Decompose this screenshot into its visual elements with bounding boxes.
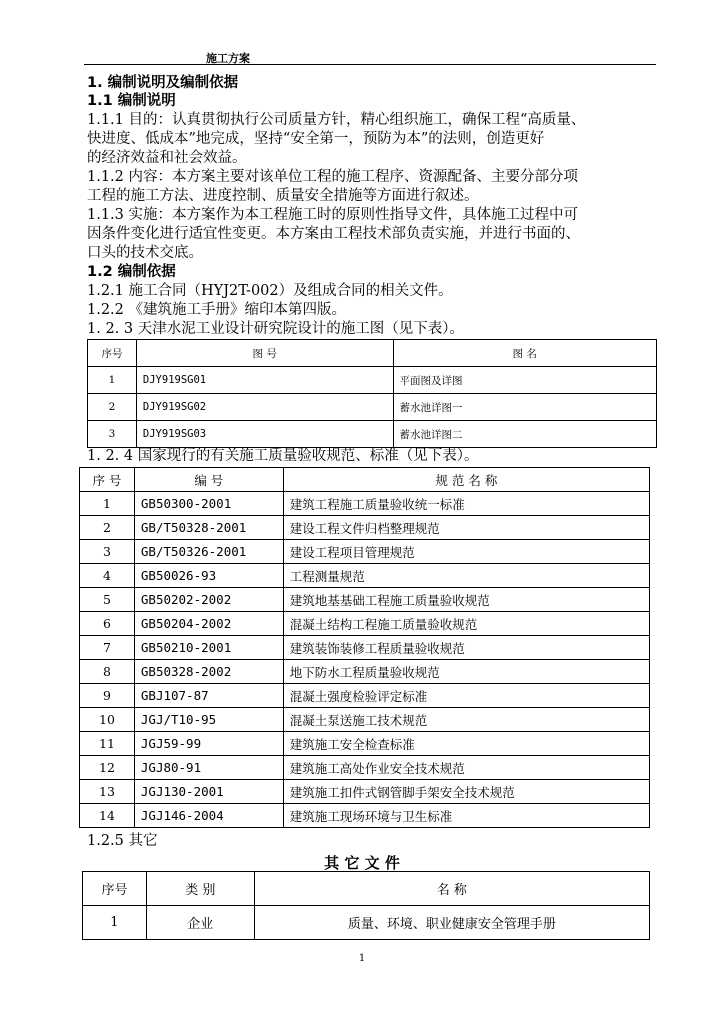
cell: 3 xyxy=(88,421,137,448)
body-line: 1.1.1 目的：认真贯彻执行公司质量方针，精心组织施工，确保工程“高质量、 xyxy=(87,112,586,128)
cell: GB50300-2001 xyxy=(134,492,283,516)
table-row xyxy=(88,394,657,421)
cell: GB/T50326-2001 xyxy=(134,540,283,564)
table-header-row xyxy=(88,340,657,367)
cell: 8 xyxy=(80,660,135,684)
cell: 4 xyxy=(80,564,135,588)
cell: 1 xyxy=(83,906,147,940)
body-line: 1.1.3 实施：本方案作为本工程施工时的原则性指导文件，具体施工过程中可 xyxy=(87,207,579,223)
cell: 建筑施工高处作业安全技术规范 xyxy=(283,756,649,780)
drawings-table xyxy=(87,339,657,448)
section-1-2-heading: 1.2 编制依据 xyxy=(87,264,176,280)
cell: 12 xyxy=(80,756,135,780)
cell: 地下防水工程质量验收规范 xyxy=(283,660,649,684)
page-number: 1 xyxy=(358,953,366,964)
table-header-row xyxy=(80,468,650,492)
cell: 6 xyxy=(80,612,135,636)
cell: 企业 xyxy=(146,906,254,940)
other-intro: 1.2.5 其它 xyxy=(87,833,158,849)
cell: 7 xyxy=(80,636,135,660)
cell: 1 xyxy=(88,367,137,394)
header-cell: 图 名 xyxy=(393,340,657,367)
table-row xyxy=(80,708,650,732)
cell: 平面图及详图 xyxy=(393,367,657,394)
body-line: 的经济效益和社会效益。 xyxy=(87,150,247,166)
cell: 2 xyxy=(80,516,135,540)
table-row xyxy=(80,516,650,540)
cell: 11 xyxy=(80,732,135,756)
cell: JGJ146-2004 xyxy=(134,804,283,828)
table-row xyxy=(80,660,650,684)
other-docs-title: 其 它 文 件 xyxy=(324,854,400,872)
cell: 混凝土强度检验评定标准 xyxy=(283,684,649,708)
cell: DJY919SG03 xyxy=(136,421,393,448)
cell: GB50328-2002 xyxy=(134,660,283,684)
cell: GB50202-2002 xyxy=(134,588,283,612)
header-cell: 规 范 名 称 xyxy=(283,468,649,492)
cell: 蓄水池详图一 xyxy=(393,394,657,421)
cell: GBJ107-87 xyxy=(134,684,283,708)
cell: 9 xyxy=(80,684,135,708)
header-cell: 序号 xyxy=(83,872,147,906)
section-1-heading: 1. 编制说明及编制依据 xyxy=(87,75,239,91)
other-docs-table xyxy=(82,871,650,940)
cell: 2 xyxy=(88,394,137,421)
body-line: 因条件变化进行适宜性变更。本方案由工程技术部负责实施，并进行书面的、 xyxy=(87,226,580,242)
cell: 建筑施工现场环境与卫生标准 xyxy=(283,804,649,828)
cell: 建设工程项目管理规范 xyxy=(283,540,649,564)
cell: 3 xyxy=(80,540,135,564)
cell: 14 xyxy=(80,804,135,828)
cell: DJY919SG01 xyxy=(136,367,393,394)
table-row xyxy=(80,540,650,564)
cell: GB50210-2001 xyxy=(134,636,283,660)
body-line: 1. 2. 3 天津水泥工业设计研究院设计的施工图（见下表）。 xyxy=(87,321,464,337)
cell: 建筑地基基础工程施工质量验收规范 xyxy=(283,588,649,612)
cell: JGJ80-91 xyxy=(134,756,283,780)
standards-intro: 1. 2. 4 国家现行的有关施工质量验收规范、标准（见下表）。 xyxy=(87,448,479,464)
body-line: 1.1.2 内容：本方案主要对该单位工程的施工程序、资源配备、主要分部分项 xyxy=(87,169,579,185)
table-row xyxy=(80,804,650,828)
header-cell: 编 号 xyxy=(134,468,283,492)
cell: 建设工程文件归档整理规范 xyxy=(283,516,649,540)
header-cell: 名 称 xyxy=(254,872,649,906)
body-line: 1.2.1 施工合同（HYJ2T-002）及组成合同的相关文件。 xyxy=(87,283,453,299)
table-row xyxy=(80,588,650,612)
cell: 建筑工程施工质量验收统一标准 xyxy=(283,492,649,516)
standards-table xyxy=(79,467,650,828)
table-row xyxy=(80,732,650,756)
header-rule xyxy=(84,64,656,65)
table-row xyxy=(80,636,650,660)
cell: 建筑装饰装修工程质量验收规范 xyxy=(283,636,649,660)
body-line: 口头的技术交底。 xyxy=(87,245,203,261)
header-cell: 序号 xyxy=(88,340,137,367)
table-row xyxy=(88,367,657,394)
header-cell: 类 别 xyxy=(146,872,254,906)
cell: 混凝土泵送施工技术规范 xyxy=(283,708,649,732)
cell: 10 xyxy=(80,708,135,732)
cell: DJY919SG02 xyxy=(136,394,393,421)
body-line: 1.2.2 《建筑施工手册》缩印本第四版。 xyxy=(87,302,347,318)
cell: GB50026-93 xyxy=(134,564,283,588)
body-line: 工程的施工方法、进度控制、质量安全措施等方面进行叙述。 xyxy=(87,188,479,204)
cell: 混凝土结构工程施工质量验收规范 xyxy=(283,612,649,636)
cell: 建筑施工扣件式钢管脚手架安全技术规范 xyxy=(283,780,649,804)
cell: JGJ130-2001 xyxy=(134,780,283,804)
cell: JGJ/T10-95 xyxy=(134,708,283,732)
cell: 质量、环境、职业健康安全管理手册 xyxy=(254,906,649,940)
cell: 建筑施工安全检查标准 xyxy=(283,732,649,756)
cell: GB/T50328-2001 xyxy=(134,516,283,540)
table-row xyxy=(80,756,650,780)
cell: JGJ59-99 xyxy=(134,732,283,756)
cell: GB50204-2002 xyxy=(134,612,283,636)
cell: 蓄水池详图二 xyxy=(393,421,657,448)
table-header-row xyxy=(83,872,650,906)
table-row xyxy=(88,421,657,448)
table-row xyxy=(83,906,650,940)
table-row xyxy=(80,492,650,516)
header-title: 施工方案 xyxy=(206,52,250,65)
body-line: 快进度、低成本”地完成，坚持“安全第一，预防为本”的法则，创造更好 xyxy=(87,131,545,147)
cell: 5 xyxy=(80,588,135,612)
header-cell: 序 号 xyxy=(80,468,135,492)
cell: 工程测量规范 xyxy=(283,564,649,588)
section-1-1-heading: 1.1 编制说明 xyxy=(87,93,176,109)
cell: 13 xyxy=(80,780,135,804)
header-cell: 图 号 xyxy=(136,340,393,367)
table-row xyxy=(80,780,650,804)
cell: 1 xyxy=(80,492,135,516)
table-row xyxy=(80,612,650,636)
table-row xyxy=(80,564,650,588)
table-row xyxy=(80,684,650,708)
